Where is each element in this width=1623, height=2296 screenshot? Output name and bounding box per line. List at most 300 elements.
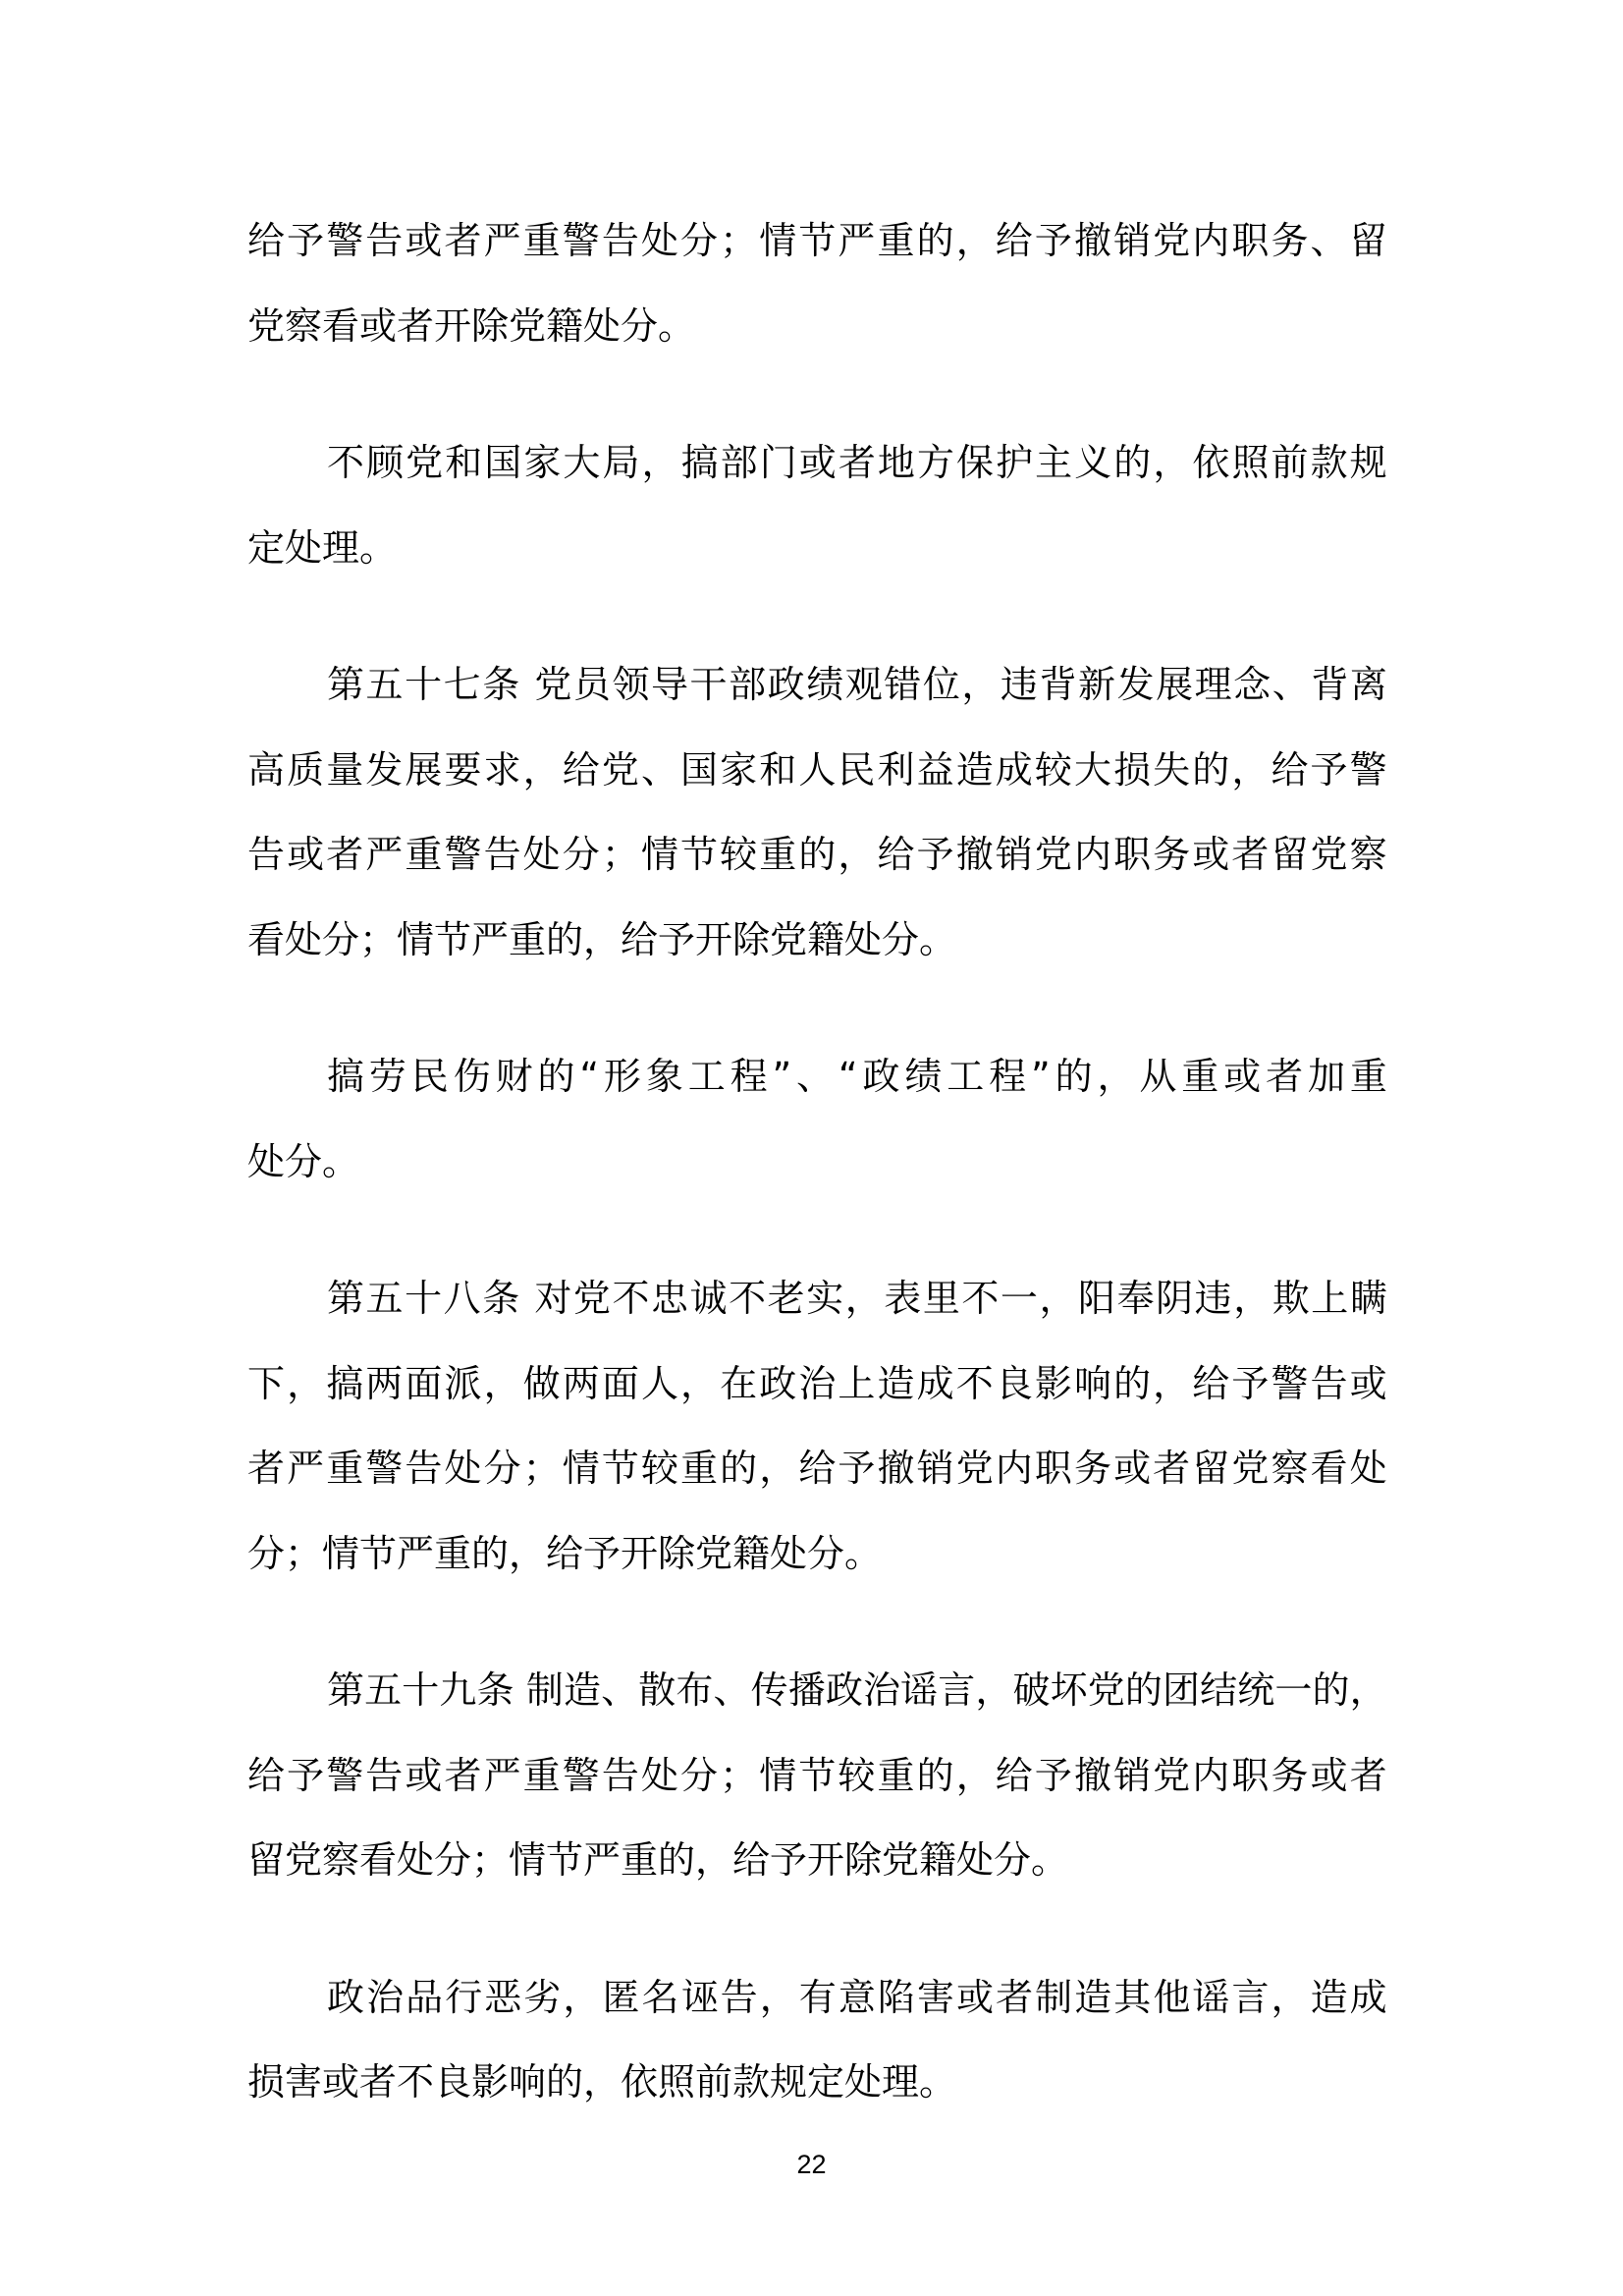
glyph: 告	[247, 833, 286, 876]
glyph: 重	[1181, 1055, 1219, 1098]
glyph: 劳	[368, 1055, 406, 1098]
glyph: 做	[522, 1361, 561, 1405]
glyph: ，	[1271, 1975, 1309, 2019]
glyph: 规	[1349, 441, 1387, 484]
glyph: 察	[1271, 1447, 1309, 1490]
glyph: 新	[1078, 663, 1116, 706]
glyph: 不	[961, 1277, 1000, 1320]
glyph: 告	[720, 1975, 758, 2019]
glyph: 的	[1312, 1668, 1350, 1712]
glyph: 务	[1271, 219, 1309, 262]
glyph: 重	[759, 833, 797, 876]
glyph: 谣	[1192, 1975, 1230, 2019]
glyph: 、	[1271, 663, 1310, 706]
glyph: 程	[730, 1055, 768, 1098]
glyph: 务	[1153, 833, 1191, 876]
paragraph	[247, 1256, 1387, 1596]
glyph: ，	[483, 1361, 521, 1405]
glyph: 统	[1237, 1668, 1275, 1712]
glyph: 较	[640, 1447, 678, 1490]
glyph: 政	[825, 1668, 863, 1712]
text-line: 党察看或者开除党籍处分。	[247, 303, 696, 348]
glyph: 家	[523, 441, 562, 484]
glyph: 行	[445, 1975, 483, 2019]
glyph: 布	[676, 1668, 714, 1712]
glyph: 七	[443, 663, 481, 706]
glyph: 主	[1035, 441, 1073, 484]
glyph: 或	[1349, 1361, 1387, 1405]
glyph: 、	[601, 1668, 639, 1712]
glyph: 的	[1113, 1361, 1152, 1405]
glyph: 重	[1349, 1055, 1387, 1098]
glyph: 党	[534, 663, 572, 706]
glyph: 违	[1194, 1277, 1232, 1320]
glyph: 破	[1012, 1668, 1051, 1712]
glyph: ，	[975, 1668, 1013, 1712]
glyph: 品	[406, 1975, 444, 2019]
glyph: 处	[640, 219, 678, 262]
glyph: 员	[572, 663, 611, 706]
glyph: 内	[1073, 833, 1111, 876]
glyph: 面	[601, 1361, 639, 1405]
glyph: 大	[563, 441, 601, 484]
glyph: 者	[247, 1447, 286, 1490]
glyph: 给	[995, 1753, 1033, 1797]
glyph: 情	[562, 1447, 600, 1490]
glyph: 或	[798, 441, 837, 484]
glyph: 不	[612, 1277, 650, 1320]
glyph: 形	[603, 1055, 641, 1098]
paragraph	[247, 198, 1387, 368]
glyph: 上	[1311, 1277, 1349, 1320]
glyph: 给	[877, 833, 915, 876]
glyph: 民	[838, 747, 876, 792]
glyph: 民	[410, 1055, 449, 1098]
glyph: 忠	[651, 1277, 689, 1320]
glyph: 搞	[327, 1055, 365, 1098]
glyph: 者	[326, 833, 364, 876]
glyph: 诬	[680, 1975, 719, 2019]
glyph: 造	[563, 1668, 601, 1712]
glyph: 者	[1153, 1447, 1191, 1490]
glyph: 或	[287, 833, 325, 876]
glyph: 严	[365, 833, 404, 876]
glyph: ，	[759, 1975, 797, 2019]
glyph: 分	[680, 219, 719, 262]
glyph: ；	[522, 1447, 561, 1490]
glyph: 前	[1271, 441, 1309, 484]
glyph: 违	[1000, 663, 1038, 706]
glyph: 十	[405, 1277, 443, 1320]
glyph: ，	[1153, 1361, 1191, 1405]
glyph: 散	[638, 1668, 676, 1712]
glyph: 程	[989, 1055, 1027, 1098]
glyph: 给	[562, 747, 600, 792]
glyph: 两	[562, 1361, 600, 1405]
glyph: 警	[562, 1753, 600, 1797]
glyph: 党	[601, 747, 639, 792]
glyph: 财	[495, 1055, 533, 1098]
text-line	[247, 1648, 1387, 1733]
glyph: 坏	[1050, 1668, 1088, 1712]
glyph: 护	[996, 441, 1034, 484]
glyph: 予	[838, 1447, 876, 1490]
glyph: 给	[1271, 747, 1309, 792]
glyph: 重	[522, 1753, 561, 1797]
glyph: 警	[444, 833, 482, 876]
glyph: 党	[1310, 833, 1348, 876]
text-line: 损害或者不良影响的，依照前款规定处理。	[247, 2060, 957, 2104]
glyph: 重	[326, 1447, 364, 1490]
glyph: 党	[955, 1447, 994, 1490]
glyph: ”	[772, 1055, 792, 1098]
glyph: 、	[713, 1668, 751, 1712]
glyph: 导	[651, 663, 689, 706]
glyph: 政	[862, 1055, 900, 1098]
glyph: ，	[955, 219, 994, 262]
glyph: ，	[1349, 1668, 1387, 1712]
glyph: 的	[1192, 747, 1230, 792]
glyph: 予	[1310, 747, 1348, 792]
glyph: 地	[877, 441, 915, 484]
glyph: 搞	[680, 441, 719, 484]
glyph: 给	[247, 219, 286, 262]
glyph	[521, 1256, 533, 1341]
glyph: 撤	[1073, 1753, 1111, 1797]
text-line: 留党察看处分；情节严重的，给予开除党籍处分。	[247, 1838, 1069, 1882]
glyph: 九	[439, 1668, 477, 1712]
glyph: 制	[525, 1668, 564, 1712]
glyph: 、	[796, 1055, 835, 1098]
glyph: 予	[1231, 1361, 1270, 1405]
glyph: 国	[680, 747, 719, 792]
glyph: 要	[444, 747, 482, 792]
glyph: 节	[680, 833, 719, 876]
glyph: 国	[484, 441, 522, 484]
glyph: 警	[365, 1447, 404, 1490]
glyph: 的	[916, 1753, 954, 1797]
glyph: 警	[1271, 1361, 1309, 1405]
glyph: 结	[1200, 1668, 1238, 1712]
glyph: 看	[1310, 1447, 1348, 1490]
glyph: ，	[563, 1975, 601, 2019]
glyph: 成	[1349, 1975, 1387, 2019]
glyph: 绩	[904, 1055, 943, 1098]
glyph: ；	[720, 1753, 758, 1797]
glyph: 节	[798, 1753, 837, 1797]
glyph: 告	[405, 1447, 443, 1490]
text-line	[247, 1955, 1387, 2041]
glyph: 党	[1231, 1447, 1270, 1490]
glyph: 的	[798, 833, 837, 876]
glyph: 念	[1233, 663, 1271, 706]
glyph: 分	[483, 1447, 521, 1490]
glyph: 节	[601, 1447, 639, 1490]
glyph: 处	[1349, 1447, 1387, 1490]
glyph: 或	[1310, 1753, 1348, 1797]
glyph: 党	[1087, 1668, 1125, 1712]
glyph: 谣	[900, 1668, 939, 1712]
glyph: 重	[405, 833, 443, 876]
glyph: 八	[443, 1277, 481, 1320]
glyph: 或	[1223, 1055, 1262, 1098]
glyph: 量	[326, 747, 364, 792]
glyph: 给	[798, 1447, 837, 1490]
glyph: 理	[1194, 663, 1232, 706]
glyph: 方	[916, 441, 954, 484]
glyph: 、	[640, 747, 678, 792]
glyph: 告	[1310, 1361, 1348, 1405]
glyph: 予	[1034, 219, 1072, 262]
glyph: 者	[838, 441, 876, 484]
glyph: 展	[1156, 663, 1194, 706]
glyph: 依	[1192, 441, 1230, 484]
glyph: 条	[482, 1277, 520, 1320]
glyph: 照	[1231, 441, 1270, 484]
glyph: 错	[884, 663, 922, 706]
glyph: 察	[1349, 833, 1387, 876]
glyph: 告	[483, 833, 521, 876]
glyph: 治	[862, 1668, 900, 1712]
glyph: ，	[641, 441, 679, 484]
glyph: 瞒	[1349, 1277, 1387, 1320]
glyph: 发	[1116, 663, 1155, 706]
glyph: 五	[365, 663, 404, 706]
glyph: 治	[798, 1361, 837, 1405]
glyph: 销	[1113, 219, 1152, 262]
glyph: 位	[922, 663, 960, 706]
glyph: 人	[640, 1361, 678, 1405]
glyph: 职	[1231, 1753, 1270, 1797]
glyph: 处	[444, 1447, 482, 1490]
glyph: 或	[1113, 1447, 1152, 1490]
glyph: 保	[956, 441, 995, 484]
glyph: 名	[641, 1975, 679, 2019]
glyph: 五	[364, 1668, 403, 1712]
glyph: ，	[522, 747, 561, 792]
glyph: 欺	[1271, 1277, 1310, 1320]
glyph: 搞	[326, 1361, 364, 1405]
glyph: 下	[247, 1361, 286, 1405]
glyph: 给	[1192, 1361, 1230, 1405]
body-text	[247, 198, 1387, 2177]
glyph: 给	[995, 219, 1033, 262]
glyph: 重	[877, 219, 915, 262]
text-line: 分；情节严重的，给予开除党籍处分。	[247, 1531, 883, 1575]
glyph: 一	[1274, 1668, 1313, 1712]
glyph: 政	[759, 1361, 797, 1405]
glyph: ，	[844, 1277, 883, 1320]
glyph: 撤	[1073, 219, 1111, 262]
glyph: 奉	[1116, 1277, 1155, 1320]
glyph: 职	[1113, 833, 1152, 876]
glyph: 阳	[1078, 1277, 1116, 1320]
glyph: 情	[759, 1753, 797, 1797]
glyph: 较	[838, 1753, 876, 1797]
glyph: 或	[405, 1753, 443, 1797]
glyph: 分	[562, 833, 600, 876]
glyph: 义	[1074, 441, 1112, 484]
page-number: 22	[796, 2150, 827, 2179]
glyph: 不	[327, 441, 365, 484]
glyph: 其	[1113, 1975, 1152, 2019]
glyph: 益	[916, 747, 954, 792]
glyph: 观	[844, 663, 883, 706]
glyph: 实	[806, 1277, 844, 1320]
glyph: 家	[720, 747, 758, 792]
glyph: ，	[1153, 441, 1191, 484]
text-line	[247, 728, 1387, 813]
glyph: 和	[445, 441, 483, 484]
glyph: 警	[326, 1753, 364, 1797]
glyph: 处	[522, 833, 561, 876]
glyph: 部	[720, 441, 758, 484]
glyph: 分	[680, 1753, 719, 1797]
glyph: 处	[640, 1753, 678, 1797]
glyph: 顾	[366, 441, 405, 484]
glyph: 党	[572, 1277, 611, 1320]
glyph: 内	[1192, 219, 1230, 262]
glyph: 部	[729, 663, 767, 706]
glyph: 老	[767, 1277, 805, 1320]
paragraph	[247, 1034, 1387, 1204]
glyph: ，	[1097, 1055, 1135, 1098]
glyph: 伤	[453, 1055, 491, 1098]
glyph: 响	[1073, 1361, 1111, 1405]
glyph: 言	[938, 1668, 976, 1712]
glyph: 成	[916, 1361, 954, 1405]
glyph: 和	[759, 747, 797, 792]
glyph: 言	[1231, 1975, 1270, 2019]
text-line: 处分。	[247, 1139, 360, 1183]
glyph: 发	[365, 747, 404, 792]
glyph: 予	[916, 833, 954, 876]
text-line: 定处理。	[247, 525, 398, 570]
glyph: 严	[838, 219, 876, 262]
text-line	[247, 1426, 1387, 1511]
glyph: 撤	[877, 1447, 915, 1490]
text-line	[247, 1341, 1387, 1427]
text-line	[247, 1256, 1387, 1341]
glyph: 他	[1153, 1975, 1191, 2019]
text-line	[247, 1733, 1387, 1819]
glyph	[514, 1648, 526, 1733]
glyph: 予	[1034, 1753, 1072, 1797]
glyph: 干	[689, 663, 728, 706]
glyph: 象	[645, 1055, 683, 1098]
paragraph	[247, 642, 1387, 982]
glyph: 的	[916, 219, 954, 262]
glyph: 的	[1124, 1668, 1163, 1712]
glyph: 背	[1039, 663, 1077, 706]
glyph: 或	[956, 1975, 995, 2019]
glyph: 告	[365, 1753, 404, 1797]
glyph: 严	[483, 219, 521, 262]
text-line	[247, 198, 1387, 284]
glyph: 给	[247, 1753, 286, 1797]
glyph: 陷	[877, 1975, 915, 2019]
glyph: 内	[1192, 1753, 1230, 1797]
glyph: 不	[729, 1277, 767, 1320]
glyph: 告	[601, 1753, 639, 1797]
glyph: ；	[720, 219, 758, 262]
glyph: 予	[287, 219, 325, 262]
glyph: 两	[365, 1361, 404, 1405]
glyph: 予	[287, 1753, 325, 1797]
text-line	[247, 642, 1387, 728]
glyph: 离	[1349, 663, 1387, 706]
glyph: 撤	[955, 833, 994, 876]
glyph: 高	[247, 747, 286, 792]
glyph: 团	[1162, 1668, 1200, 1712]
glyph: 诚	[689, 1277, 728, 1320]
glyph: 第	[327, 1668, 365, 1712]
glyph: 重	[680, 1447, 719, 1490]
glyph: 的	[1113, 441, 1152, 484]
glyph: 党	[1034, 833, 1072, 876]
glyph: 严	[287, 1447, 325, 1490]
glyph: 绩	[806, 663, 844, 706]
glyph: 的	[720, 1447, 758, 1490]
glyph: 留	[1349, 219, 1387, 262]
glyph: 影	[1034, 1361, 1072, 1405]
glyph: 展	[405, 747, 443, 792]
glyph: 销	[995, 833, 1033, 876]
glyph: 留	[1271, 833, 1309, 876]
glyph: 、	[1310, 219, 1348, 262]
glyph: 重	[522, 219, 561, 262]
glyph: 政	[767, 663, 805, 706]
glyph: 条	[482, 663, 520, 706]
glyph: 者	[1266, 1055, 1304, 1098]
glyph: 制	[1035, 1975, 1073, 2019]
glyph: 警	[326, 219, 364, 262]
text-line	[247, 420, 1387, 506]
glyph: 求	[483, 747, 521, 792]
glyph: 造	[1074, 1975, 1112, 2019]
glyph: 的	[1055, 1055, 1093, 1098]
paragraph	[247, 420, 1387, 590]
glyph: 失	[1153, 747, 1191, 792]
glyph: 十	[402, 1668, 440, 1712]
glyph: 背	[1311, 663, 1349, 706]
glyph: 劣	[523, 1975, 562, 2019]
glyph: 人	[798, 747, 837, 792]
glyph: 第	[327, 1277, 365, 1320]
glyph: 节	[798, 219, 837, 262]
glyph: 职	[1231, 219, 1270, 262]
glyph: 大	[1073, 747, 1111, 792]
glyph: ，	[1231, 747, 1270, 792]
glyph: 的	[537, 1055, 575, 1098]
glyph: 造	[1310, 1975, 1348, 2019]
glyph: 严	[483, 1753, 521, 1797]
glyph: 质	[287, 747, 325, 792]
glyph: ，	[680, 1361, 719, 1405]
glyph: 销	[1113, 1753, 1152, 1797]
paragraph	[247, 1955, 1387, 2125]
glyph: 者	[996, 1975, 1034, 2019]
glyph: 从	[1139, 1055, 1177, 1098]
glyph: 上	[838, 1361, 876, 1405]
glyph: 者	[1349, 1753, 1387, 1797]
glyph: 销	[916, 1447, 954, 1490]
glyph: 条	[476, 1668, 514, 1712]
glyph: 第	[327, 663, 365, 706]
glyph: 款	[1310, 441, 1348, 484]
glyph: 领	[612, 663, 650, 706]
glyph: 政	[327, 1975, 365, 2019]
